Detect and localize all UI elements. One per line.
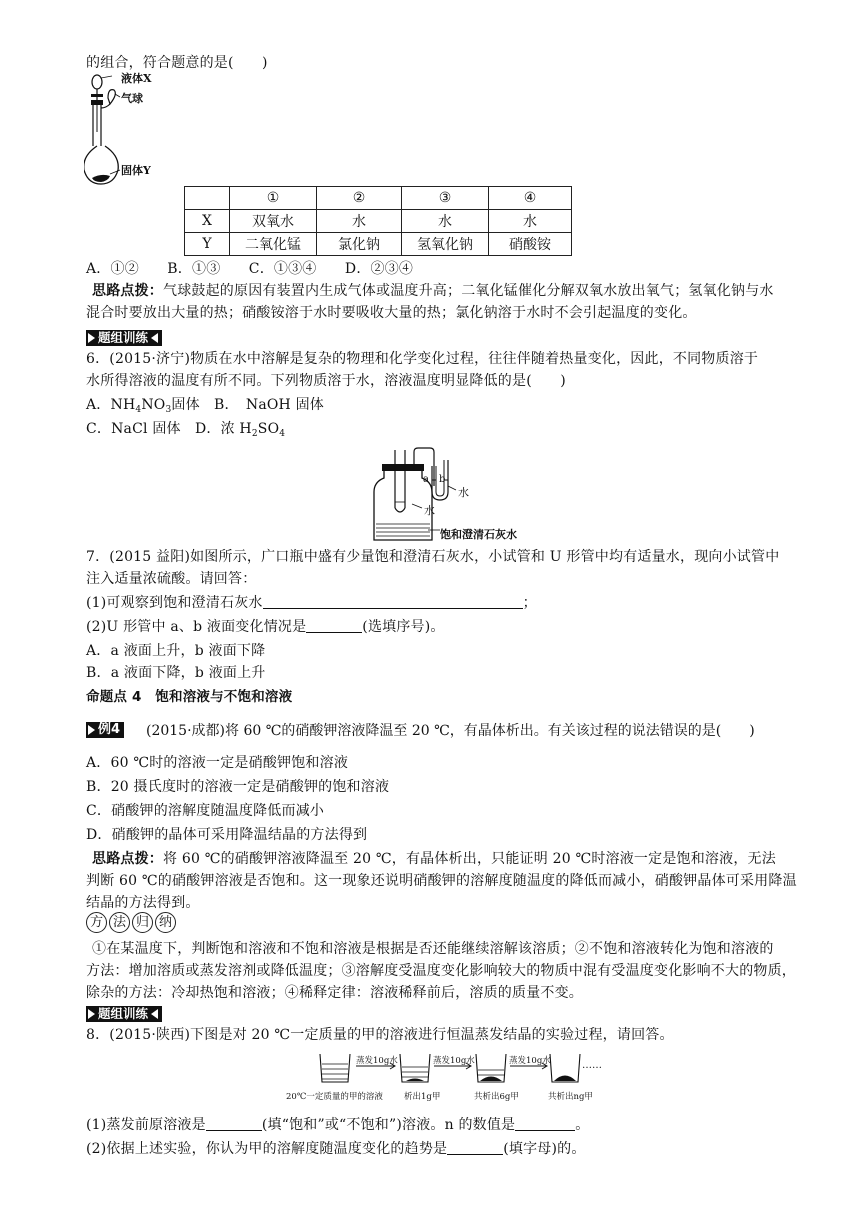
method-line1: ①在某温度下，判断饱和溶液和不饱和溶液是根据是否还能继续溶解该溶质；②不饱和溶液转化为饱和溶液的: [92, 941, 774, 957]
triangle-right-icon: [88, 333, 95, 343]
q7-line1: 7．(2015 益阳)如图所示，广口瓶中盛有少量饱和澄清石灰水，小试管和 U 形管中均有适量水，现向小试管中: [86, 549, 780, 565]
q6-line1: 6．(2015·济宁)物质在水中溶解是复杂的物理和化学变化过程，往往伴随着热量变化，因此，不同物质溶于: [86, 351, 759, 367]
balloon-label: 气球: [121, 92, 143, 105]
table-cell: X: [185, 210, 230, 233]
table-cell: 二氧化锰: [230, 233, 317, 256]
example4-question: (2015·成都)将 60 ℃的硝酸钾溶液降温至 20 ℃，有晶体析出。有关该过程的说法错误的是( ): [146, 723, 755, 739]
group-training-tag: [86, 330, 162, 346]
hint-label: 思路点拨：: [92, 283, 163, 299]
caption: 共析出ng甲: [548, 1092, 593, 1102]
method-line2: 方法：增加溶质或蒸发溶剂或降低温度；③溶解度受温度变化影响较大的物质中混有受温度变化影响不大的物质，: [86, 963, 796, 979]
answer-blank[interactable]: [263, 594, 523, 609]
ellipsis: ……: [582, 1060, 602, 1071]
table-cell: 氢氧化钠: [402, 233, 489, 256]
question-continuation: 的组合，符合题意的是( ): [86, 55, 268, 71]
table-row: [185, 210, 572, 233]
water-label-test-tube: 水: [424, 504, 435, 517]
caption: 共析出6g甲: [474, 1092, 519, 1102]
step-label: 蒸发10g水: [509, 1056, 551, 1066]
q7-line2: 注入适量浓硫酸。请回答：: [86, 571, 257, 587]
method-summary-badge: 方 法 归 纳: [86, 912, 176, 933]
triangle-right-icon: [88, 1009, 95, 1019]
caption: 析出1g甲: [404, 1092, 441, 1102]
answer-blank[interactable]: [447, 1140, 503, 1155]
q5-options: A．①② B．①③ C．①③④ D．②③④: [86, 261, 414, 277]
q7-sub1: (1)可观察到饱和澄清石灰水 ；: [86, 595, 537, 611]
q8-line1: 8．(2015·陕西)下图是对 20 ℃一定质量的甲的溶液进行恒温蒸发结晶的实验过程，请回答。: [86, 1027, 674, 1043]
hint-2-line2: 判断 60 ℃的硝酸钾溶液是否饱和。这一现象还说明硝酸钾的溶解度随温度的降低而减小，硝酸钾晶体可采用降温: [86, 873, 797, 889]
table-cell: 水: [317, 210, 402, 233]
q7-sub2: (2)U 形管中 a、b 液面变化情况是 (选填序号)。: [86, 619, 445, 635]
step-label: 蒸发10g水: [356, 1056, 398, 1066]
table-cell: 双氧水: [230, 210, 317, 233]
example4-option-b: B．20 摄氏度时的溶液一定是硝酸钾的饱和溶液: [86, 779, 390, 795]
answer-blank[interactable]: [515, 1116, 575, 1131]
hint-2-line3: 结晶的方法得到。: [86, 895, 200, 911]
hint-1-line2: 混合时要放出大量的热；硝酸铵溶于水时要吸收大量的热；氯化钠溶于水时不会引起温度的变化。: [86, 305, 697, 321]
hint-text: 气球鼓起的原因有装置内生成气体或温度升高；二氧化锰催化分解双氧水放出氧气；氢氧化钠与水: [163, 283, 774, 299]
table-cell: 硝酸铵: [489, 233, 572, 256]
example4-option-c: C．硝酸钾的溶解度随温度降低而减小: [86, 803, 325, 819]
step-label: 蒸发10g水: [433, 1056, 475, 1066]
water-label-u-tube: 水: [458, 486, 469, 499]
q7-option-a: A．a 液面上升，b 液面下降: [86, 643, 266, 659]
answer-blank[interactable]: [206, 1116, 262, 1131]
table-row: [185, 187, 572, 210]
hint-label: 思路点拨：: [92, 851, 163, 867]
example4-option-a: A．60 ℃时的溶液一定是硝酸钾饱和溶液: [86, 755, 349, 771]
table-cell: 水: [402, 210, 489, 233]
table-cell: ②: [317, 187, 402, 210]
liquid-x-label: 液体X: [121, 72, 152, 85]
table-cell: ④: [489, 187, 572, 210]
table-cell: 氯化钠: [317, 233, 402, 256]
table-cell: 水: [489, 210, 572, 233]
limewater-label: 饱和澄清石灰水: [440, 528, 517, 541]
q7-option-b: B．a 液面下降，b 液面上升: [86, 665, 266, 681]
example-tag: 例4: [86, 722, 124, 738]
table-cell: ③: [402, 187, 489, 210]
table-cell: Y: [185, 233, 230, 256]
q6-line2: 水所得溶液的温度有所不同。下列物质溶于水，溶液温度明显降低的是( ): [86, 373, 566, 389]
q8-sub1: (1)蒸发前原溶液是 (填“饱和”或“不饱和”)溶液。n 的数值是 。: [86, 1117, 590, 1133]
answer-blank[interactable]: [306, 618, 362, 633]
method-line3: 除杂的方法：冷却热饱和溶液；④稀释定律：溶液稀释前后，溶质的质量不变。: [86, 985, 583, 1001]
q6-options-ab: A．$NH_4NO_3$固体 B． NaOH 固体: [86, 397, 325, 415]
reagent-table: [184, 186, 572, 256]
b-label: b: [439, 474, 446, 485]
triangle-left-icon: [151, 1009, 158, 1019]
group-training-tag: 题组训练: [86, 1006, 162, 1022]
table-row: [185, 233, 572, 256]
hint-2: 思路点拨：将 60 ℃的硝酸钾溶液降温至 20 ℃，有晶体析出，只能证明 20 ℃时溶液一定是饱和溶液，无法: [92, 851, 776, 867]
q8-sub2: (2)依据上述实验，你认为甲的溶解度随温度变化的趋势是 (填字母)的。: [86, 1141, 586, 1157]
triangle-left-icon: [151, 333, 158, 343]
caption: 20℃一定质量的甲的溶液: [286, 1092, 383, 1102]
q6-options-cd: C．NaCl 固体 D．浓 $H_2SO_4$: [86, 421, 286, 439]
solid-y-label: 固体Y: [121, 164, 151, 177]
section-title: 命题点 4 饱和溶液与不饱和溶液: [86, 689, 293, 705]
table-cell: ①: [230, 187, 317, 210]
triangle-right-icon: [88, 725, 95, 735]
table-cell: [185, 187, 230, 210]
a-label: a: [423, 474, 429, 485]
group-training-label: 题组训练: [98, 330, 149, 345]
example4-option-d: D．硝酸钾的晶体可采用降温结晶的方法得到: [86, 827, 368, 843]
hint-1: [92, 280, 808, 302]
